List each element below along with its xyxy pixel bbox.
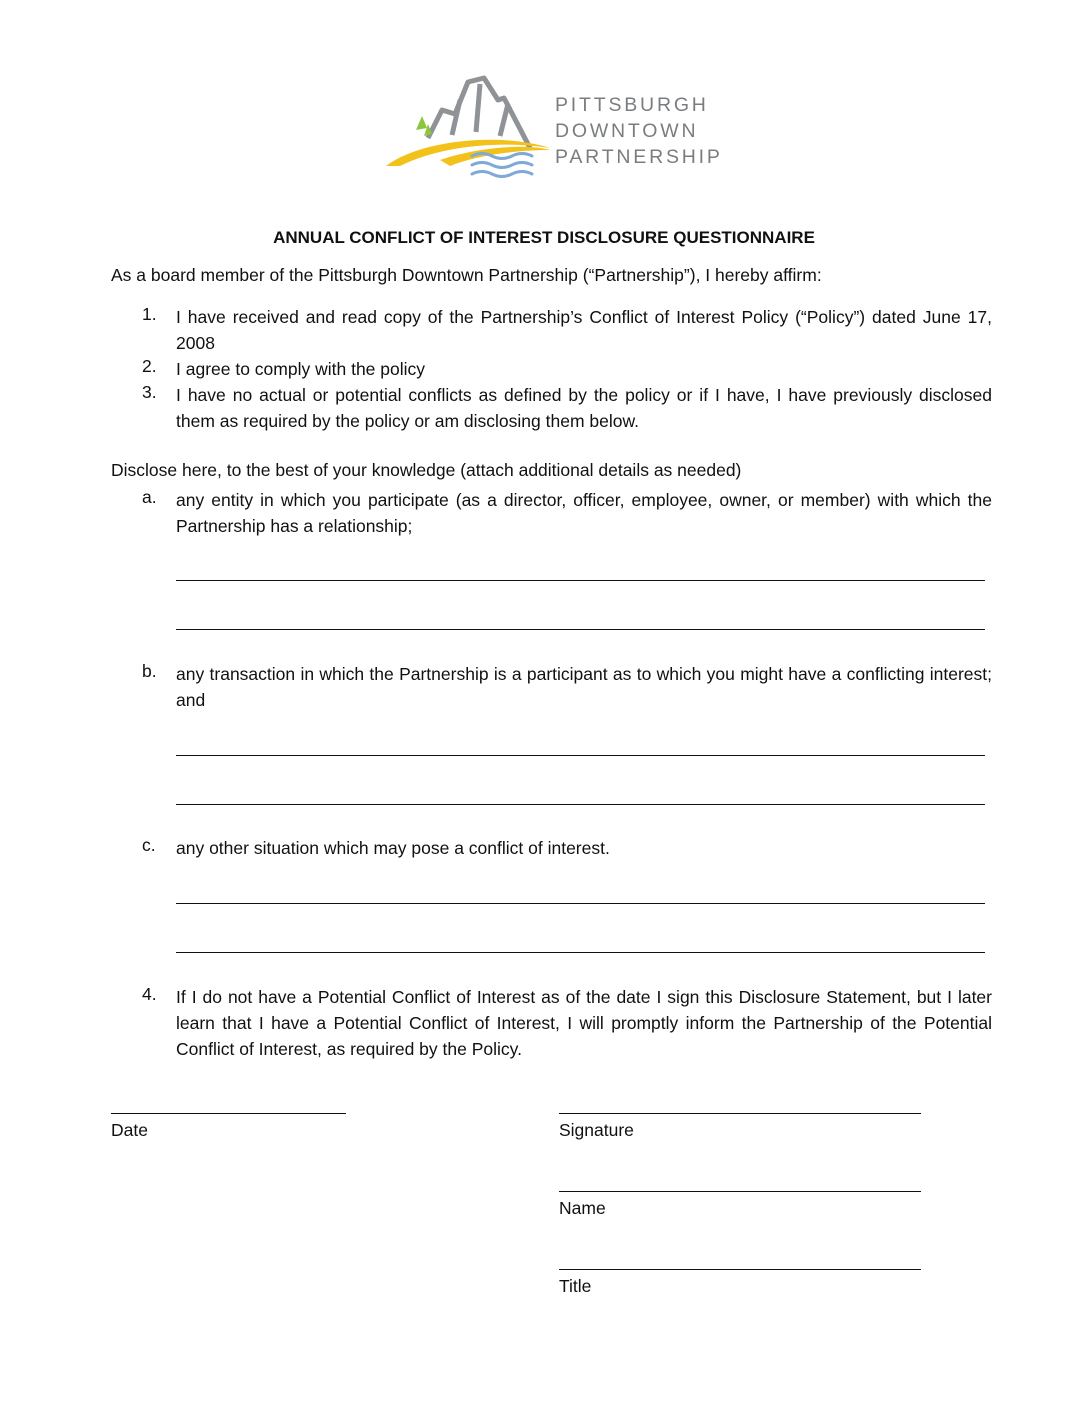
- disclose-instructions: Disclose here, to the best of your knowledge (attach additional details as needed): [111, 460, 742, 480]
- disclosure-b-letter: b.: [142, 661, 157, 681]
- disclosure-a-answer-line-2[interactable]: [176, 629, 985, 630]
- disclosure-a-text: any entity in which you participate (as a director, officer, employee, owner, or member) with which the Partnership has a relationship;: [176, 490, 992, 536]
- name-label: Name: [559, 1198, 606, 1218]
- date-label: Date: [111, 1120, 148, 1140]
- affirmation-2-number: 2.: [142, 356, 157, 376]
- affirmation-3-number: 3.: [142, 382, 157, 402]
- date-line[interactable]: [111, 1113, 346, 1114]
- affirmation-1-text: I have received and read copy of the Partnership’s Conflict of Interest Policy (“Policy”) dated June 17, 2008: [176, 307, 992, 353]
- affirmation-4-text: If I do not have a Potential Conflict of Interest as of the date I sign this Disclosure Statement, but I later learn that I have a Potential Conflict of Interest, I will promptly inform the Partnership of the Potential Conflict of Interest, as required by the Policy.: [176, 987, 992, 1059]
- disclosure-c-answer-line-1[interactable]: [176, 903, 985, 904]
- disclosure-c-text: any other situation which may pose a conflict of interest.: [176, 838, 610, 858]
- signature-line[interactable]: [559, 1113, 921, 1114]
- title-line[interactable]: [559, 1269, 921, 1270]
- affirmation-4-number: 4.: [142, 984, 157, 1004]
- affirmation-1-number: 1.: [142, 304, 157, 324]
- name-line[interactable]: [559, 1191, 921, 1192]
- title-label: Title: [559, 1276, 592, 1296]
- intro-paragraph: As a board member of the Pittsburgh Downtown Partnership (“Partnership”), I hereby affirm:: [111, 265, 822, 285]
- disclosure-b-answer-line-2[interactable]: [176, 804, 985, 805]
- disclosure-b-answer-line-1[interactable]: [176, 755, 985, 756]
- document-title: ANNUAL CONFLICT OF INTEREST DISCLOSURE QUESTIONNAIRE: [273, 228, 815, 247]
- affirmation-2-text: I agree to comply with the policy: [176, 359, 426, 379]
- logo-text-line1: PITTSBURGH: [555, 94, 709, 116]
- disclosure-a-letter: a.: [142, 487, 157, 507]
- disclosure-c-letter: c.: [142, 835, 156, 855]
- disclosure-b-text: any transaction in which the Partnership is a participant as to which you might have a conflicting interest; and: [176, 664, 992, 710]
- disclosure-c-answer-line-2[interactable]: [176, 952, 985, 953]
- affirmation-3-text: I have no actual or potential conflicts as defined by the policy or if I have, I have previously disclosed them as required by the policy or am disclosing them below.: [176, 385, 992, 431]
- signature-label: Signature: [559, 1120, 634, 1140]
- logo-text-line2: DOWNTOWN: [555, 120, 699, 142]
- disclosure-a-answer-line-1[interactable]: [176, 580, 985, 581]
- logo-text-line3: PARTNERSHIP: [555, 146, 723, 168]
